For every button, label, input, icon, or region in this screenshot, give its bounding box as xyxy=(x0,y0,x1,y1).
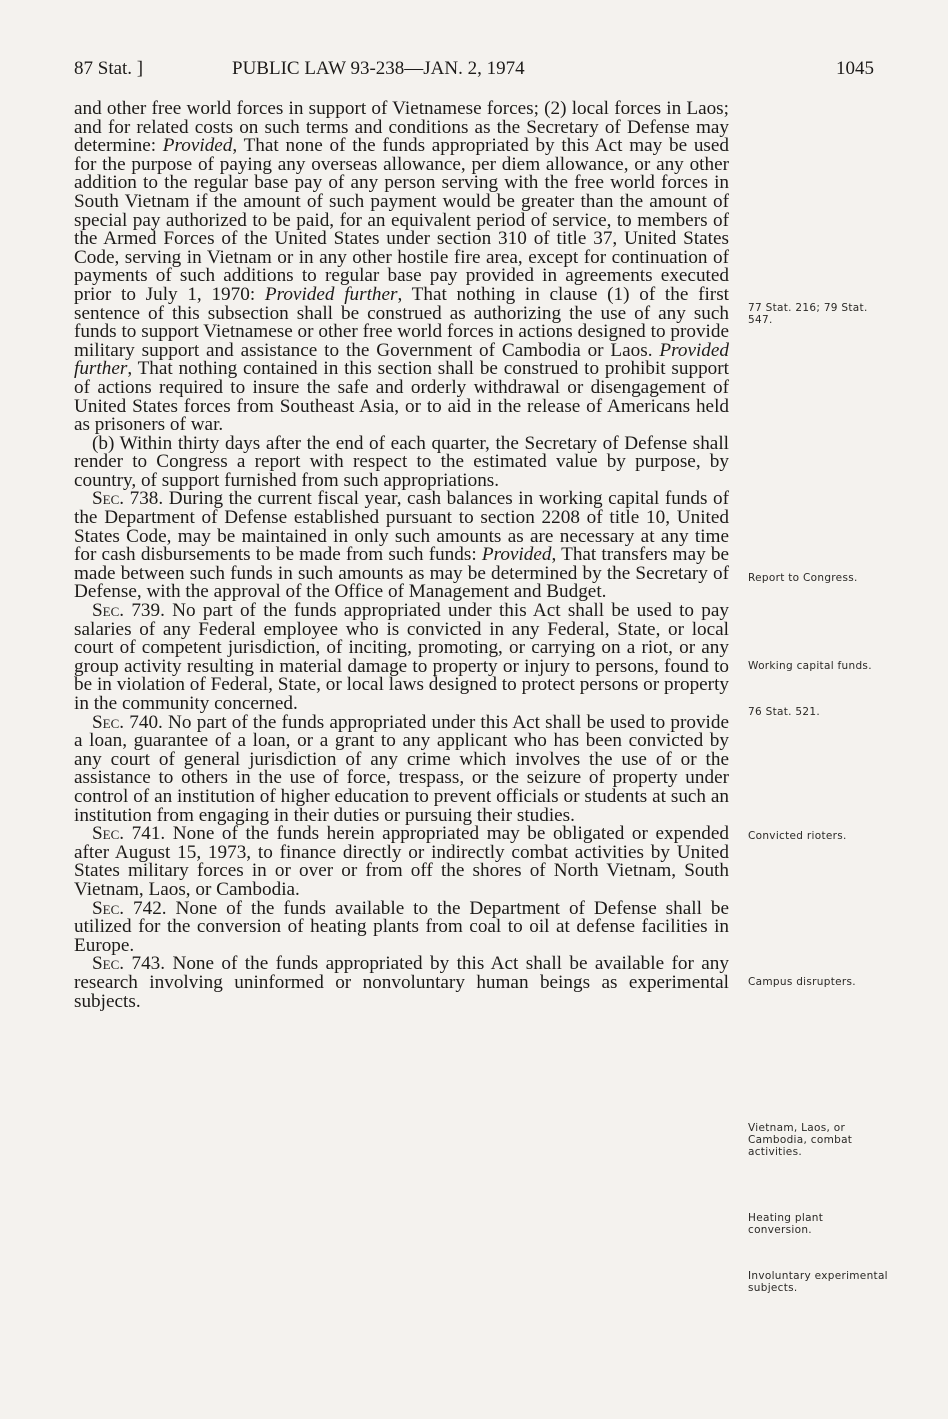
paragraph-b-report: (b) Within thirty days after the end of each quarter, the Secretary of Defense shall render to Congress a report with respect to the estimated value by purpose, by country, of support furnished from such appropriations. xyxy=(74,432,729,491)
margin-note-working-capital: Working capital funds. xyxy=(748,660,872,672)
section-label: Sec. 742. xyxy=(92,897,167,919)
section-label: Sec. 738. xyxy=(92,488,164,510)
margin-note-stat-ref-2: 76 Stat. 521. xyxy=(748,706,820,718)
statute-volume: 87 Stat. ] xyxy=(74,58,144,79)
margin-note-vietnam-laos: Vietnam, Laos, or Cambodia, combat activities. xyxy=(748,1122,853,1158)
margin-note-campus-disrupters: Campus disrupters. xyxy=(748,976,856,988)
margin-note-involuntary: Involuntary experimental subjects. xyxy=(748,1270,888,1294)
paragraph-continuation: and other free world forces in support of Vietnamese forces; (2) local forces in Laos; and for related costs on such terms and conditions as the Secretary of Defense may determine: Provided, That none of the funds appropriated by this Act may be used for the purpose of paying any overseas allowance, per diem allowance, or any other addition to the regular base pay of any person serving with the free world forces in South Vietnam if the amount of such payment would be greater than the amount of special pay authorized to be paid, for an equivalent period of service, to members of the Armed Forces of the United States under section 310 of title 37, United States Code, serving in Vietnam or in any other hostile fire area, except for continuation of payments of such additions to regular base pay provided in agreements executed prior to July 1, 1970: Provided further, That nothing in clause (1) of the first sentence of this subsection shall be construed as authorizing the use of any such funds to support Vietnamese or other free world forces in actions designed to provide military support and assistance to the Government of Cambodia or Laos. Provided further, That nothing contained in this section shall be construed to prohibit support of actions required to insure the safe and orderly withdrawal or disengagement of United States forces from Southeast Asia, or to aid in the release of Americans held as prisoners of war. xyxy=(74,98,729,436)
section-741: Sec. 741. None of the funds herein appropriated may be obligated or expended after August 15, 1973, to finance directly or indirectly combat activities by United States military forces in or over or from off the shores of North Vietnam, South Vietnam, Laos, or Cambodia. xyxy=(74,823,729,900)
margin-note-convicted-rioters: Convicted rioters. xyxy=(748,830,847,842)
page-number: 1045 xyxy=(836,58,874,79)
section-738: Sec. 738. During the current fiscal year, cash balances in working capital funds of the Department of Defense established pursuant to section 2208 of title 10, United States Code, may be maintained in only such amounts as are necessary at any time for cash disbursements to be made from such funds: Provided, That transfers may be made between such funds in such amounts as may be determined by the Secretary of Defense, with the approval of the Office of Management and Budget. xyxy=(74,488,729,603)
section-742: Sec. 742. None of the funds available to the Department of Defense shall be utilized for the conversion of heating plants from coal to oil at defense facilities in Europe. xyxy=(74,897,729,956)
main-text xyxy=(74,100,729,1011)
margin-note-stat-ref-1: 77 Stat. 216; 79 Stat. 547. xyxy=(748,302,868,326)
margin-note-report-to-congress: Report to Congress. xyxy=(748,572,858,584)
section-739: Sec. 739. No part of the funds appropriated under this Act shall be used to pay salaries of any Federal employee who is convicted in any Federal, State, or local court of competent jurisdiction, of inciting, promoting, or carrying on a riot, or any group activity resulting in material damage to property or injury to persons, found to be in violation of Federal, State, or local laws designed to protect persons or property in the community concerned. xyxy=(74,600,729,714)
section-740: Sec. 740. No part of the funds appropriated under this Act shall be used to provide a loan, guarantee of a loan, or a grant to any applicant who has been convicted by any court of general jurisdiction of any crime which involves the use of or the assistance to others in the use of force, trespass, or the seizure of property under control of an institution of higher education to prevent officials or students at such an institution from engaging in their duties or pursuing their studies. xyxy=(74,711,729,826)
page-header xyxy=(74,58,874,84)
section-743: Sec. 743. None of the funds appropriated by this Act shall be available for any research involving uninformed or nonvoluntary human beings as experimental subjects. xyxy=(74,953,729,1012)
section-label: Sec. 743. xyxy=(92,953,166,975)
section-label: Sec. 741. xyxy=(92,823,166,845)
section-label: Sec. 739. xyxy=(92,600,165,622)
margin-note-heating-plant: Heating plant conversion. xyxy=(748,1212,824,1236)
section-label: Sec. 740. xyxy=(92,711,163,733)
public-law-title: PUBLIC LAW 93-238—JAN. 2, 1974 xyxy=(232,58,525,79)
